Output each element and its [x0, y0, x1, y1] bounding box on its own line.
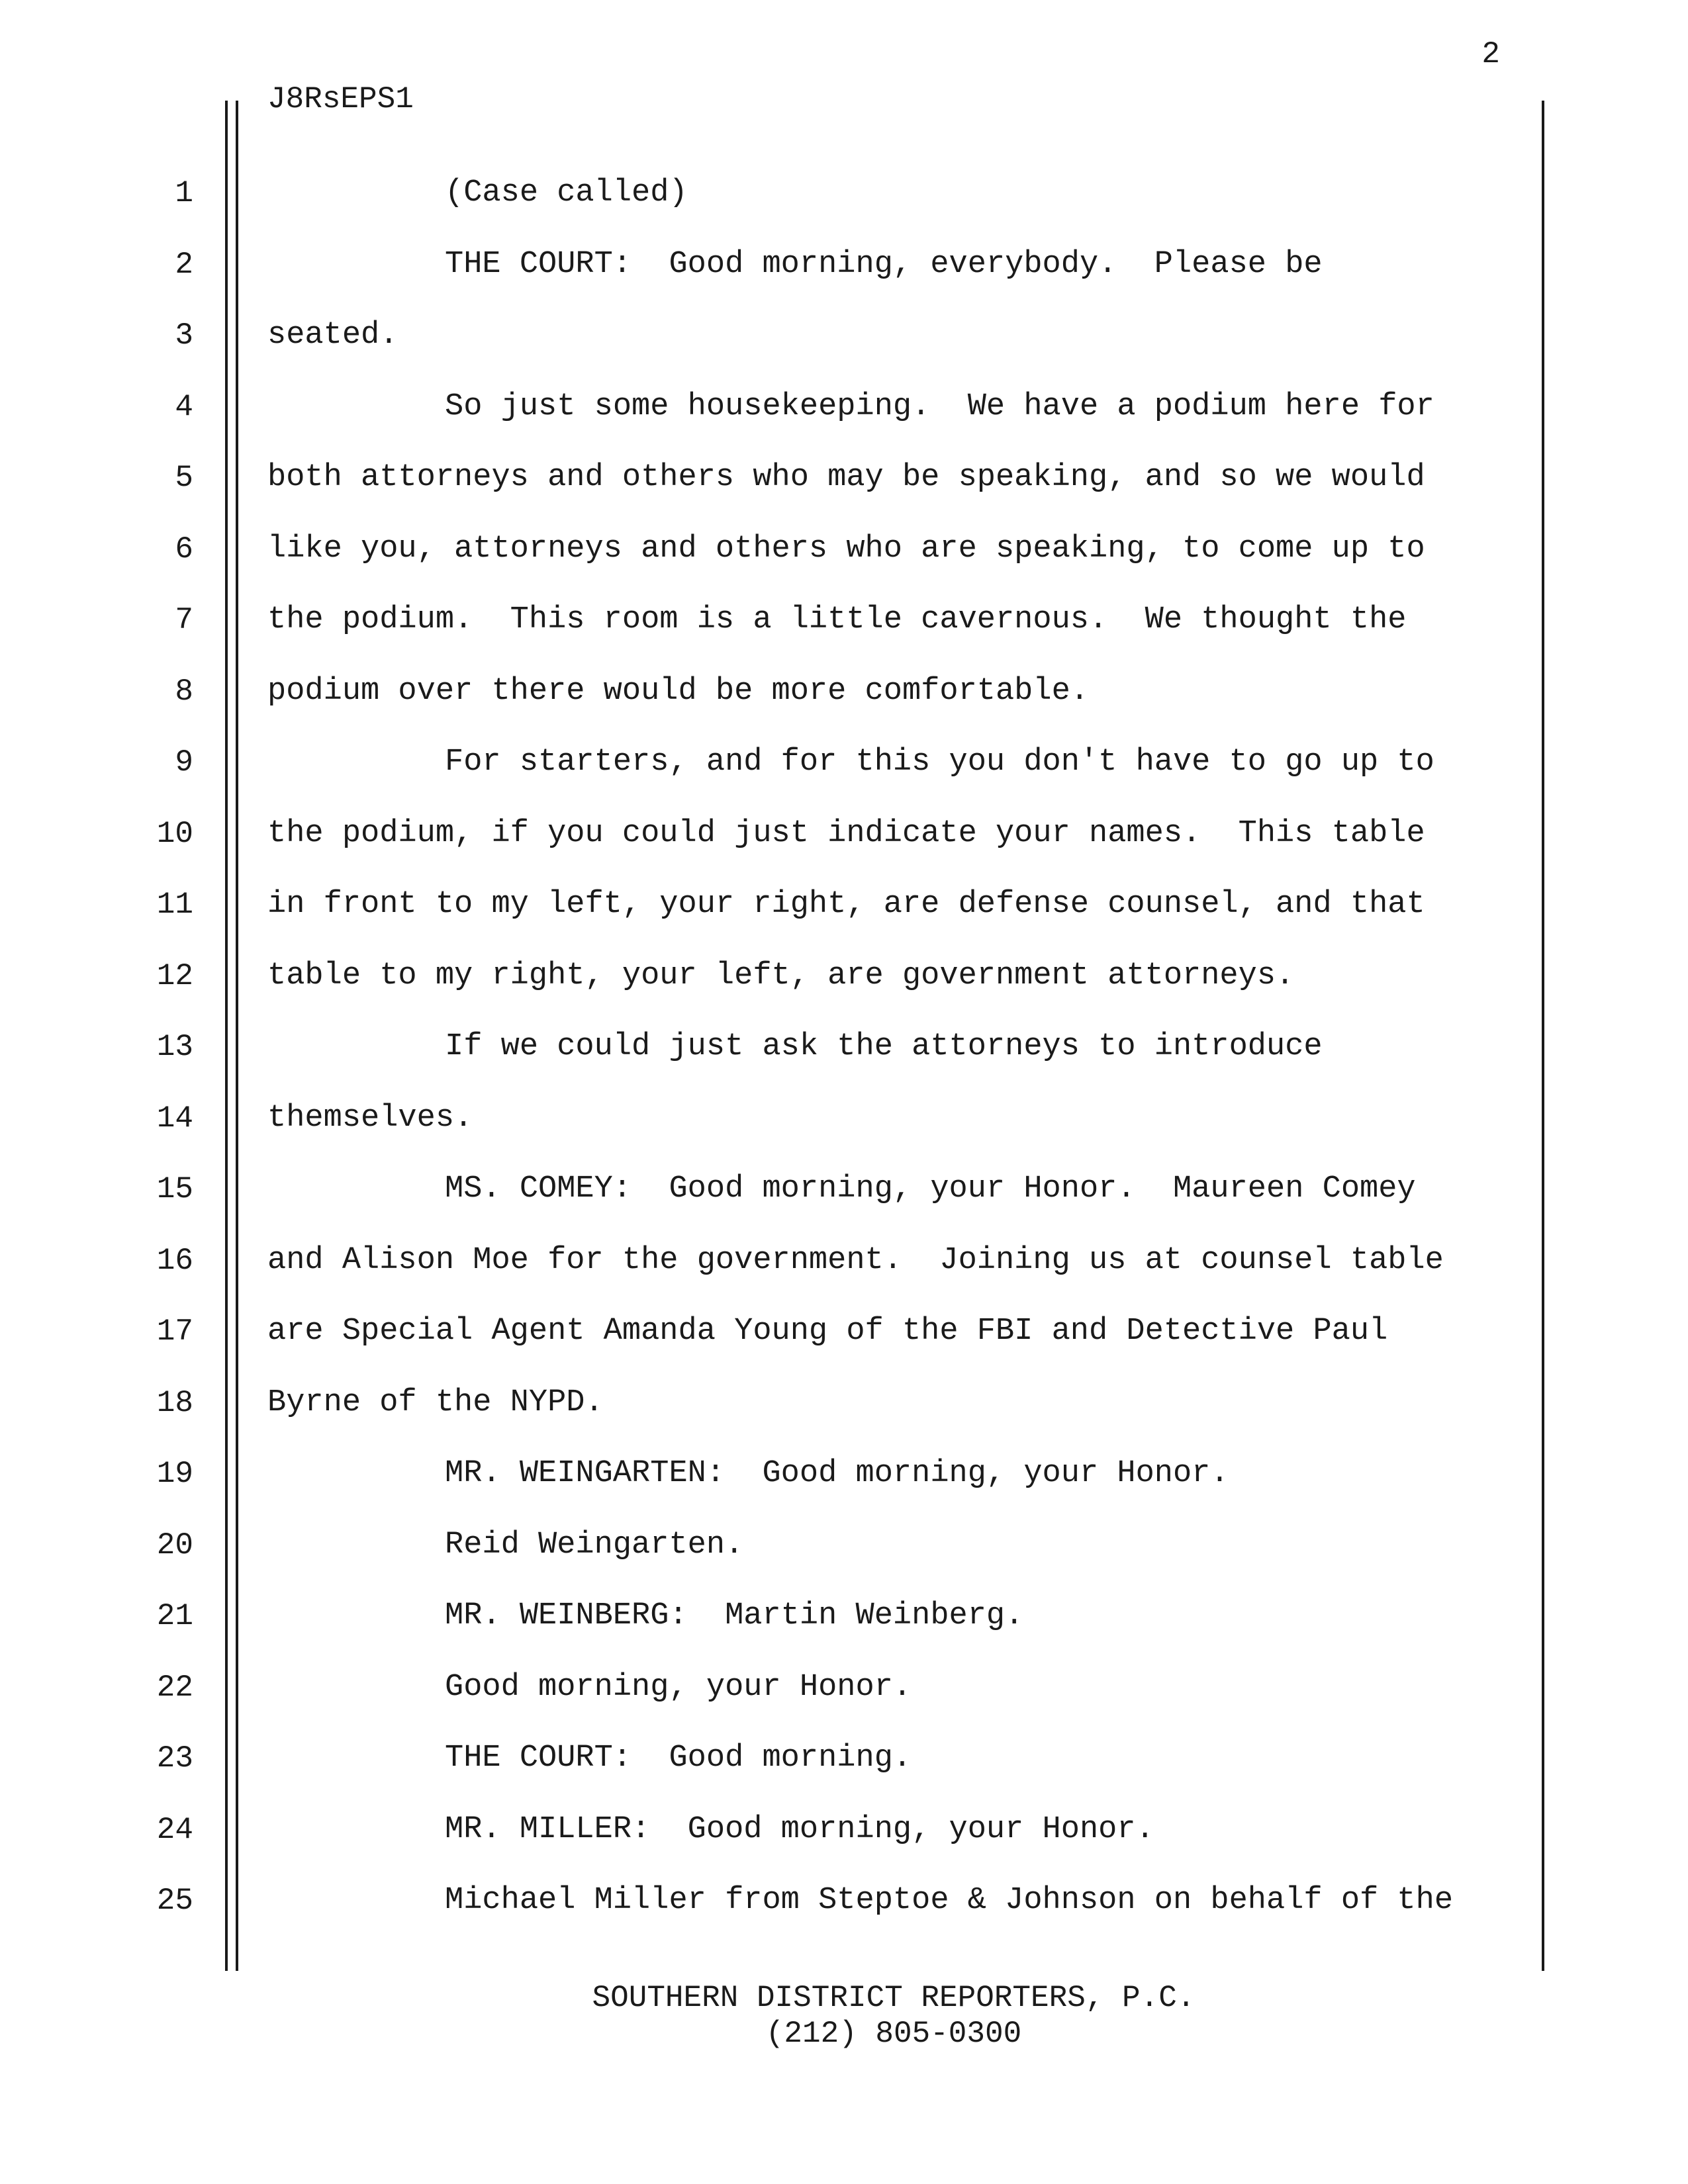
- transcript-line: the podium. This room is a little cavernous. We thought the: [267, 602, 1407, 637]
- line-number: 18: [156, 1385, 193, 1420]
- transcript-line: themselves.: [267, 1100, 473, 1136]
- transcript-line: For starters, and for this you don't have to go up to: [445, 745, 1434, 780]
- line-number: 14: [156, 1101, 193, 1136]
- line-number: 5: [175, 461, 193, 495]
- transcript-line: (Case called): [445, 175, 688, 210]
- line-number: 24: [156, 1812, 193, 1847]
- left-margin-rule: [225, 101, 228, 1971]
- transcript-line: the podium, if you could just indicate your names. This table: [267, 815, 1425, 851]
- line-number: 4: [175, 389, 193, 424]
- transcript-line: If we could just ask the attorneys to introduce: [445, 1029, 1323, 1064]
- line-number: 17: [156, 1314, 193, 1349]
- transcript-line: seated.: [267, 318, 399, 353]
- line-number: 11: [156, 887, 193, 922]
- transcript-line: So just some housekeeping. We have a podium here for: [445, 388, 1434, 424]
- transcript-line: are Special Agent Amanda Young of the FBI and Detective Paul: [267, 1314, 1388, 1349]
- line-number: 20: [156, 1527, 193, 1563]
- transcript-line: and Alison Moe for the government. Joining us at counsel table: [267, 1242, 1444, 1278]
- line-number: 12: [156, 958, 193, 993]
- transcript-line: MR. MILLER: Good morning, your Honor.: [445, 1811, 1154, 1847]
- line-number-column: [132, 169, 193, 1948]
- line-number: 3: [175, 318, 193, 353]
- line-number: 10: [156, 816, 193, 851]
- line-number: 1: [175, 176, 193, 210]
- transcript-body: [267, 169, 1525, 1948]
- transcript-line: table to my right, your left, are government attorneys.: [267, 958, 1295, 993]
- transcript-line: MR. WEINGARTEN: Good morning, your Honor.: [445, 1456, 1229, 1491]
- left-margin-rule: [236, 101, 238, 1971]
- transcript-line: Reid Weingarten.: [445, 1527, 744, 1563]
- reporter-name: SOUTHERN DISTRICT REPORTERS, P.C.: [592, 1981, 1196, 2015]
- line-number: 21: [156, 1599, 193, 1633]
- reporter-footer: [0, 1980, 1688, 2052]
- transcript-line: THE COURT: Good morning, everybody. Please be: [445, 246, 1323, 282]
- right-margin-rule: [1542, 101, 1544, 1971]
- line-number: 13: [156, 1030, 193, 1064]
- transcript-line: podium over there would be more comfortable.: [267, 673, 1090, 709]
- case-code: J8RsEPS1: [267, 82, 414, 116]
- transcript-line: Michael Miller from Steptoe & Johnson on behalf of the: [445, 1883, 1454, 1918]
- transcript-line: like you, attorneys and others who are speaking, to come up to: [267, 531, 1425, 567]
- line-number: 2: [175, 247, 193, 282]
- page-number: 2: [1481, 37, 1500, 71]
- transcript-line: MR. WEINBERG: Martin Weinberg.: [445, 1598, 1024, 1633]
- line-number: 9: [175, 745, 193, 780]
- line-number: 25: [156, 1884, 193, 1918]
- transcript-line: in front to my left, your right, are defense counsel, and that: [267, 887, 1425, 922]
- transcript-line: Byrne of the NYPD.: [267, 1385, 604, 1420]
- line-number: 23: [156, 1741, 193, 1776]
- line-number: 19: [156, 1457, 193, 1491]
- transcript-line: MS. COMEY: Good morning, your Honor. Maureen Comey: [445, 1171, 1416, 1206]
- line-number: 16: [156, 1243, 193, 1278]
- line-number: 6: [175, 531, 193, 567]
- line-number: 7: [175, 603, 193, 637]
- transcript-line: THE COURT: Good morning.: [445, 1741, 912, 1776]
- reporter-phone: (212) 805-0300: [765, 2017, 1022, 2051]
- transcript-line: both attorneys and others who may be speaking, and so we would: [267, 460, 1425, 495]
- line-number: 15: [156, 1172, 193, 1206]
- line-number: 22: [156, 1670, 193, 1705]
- line-number: 8: [175, 674, 193, 709]
- transcript-line: Good morning, your Honor.: [445, 1669, 912, 1705]
